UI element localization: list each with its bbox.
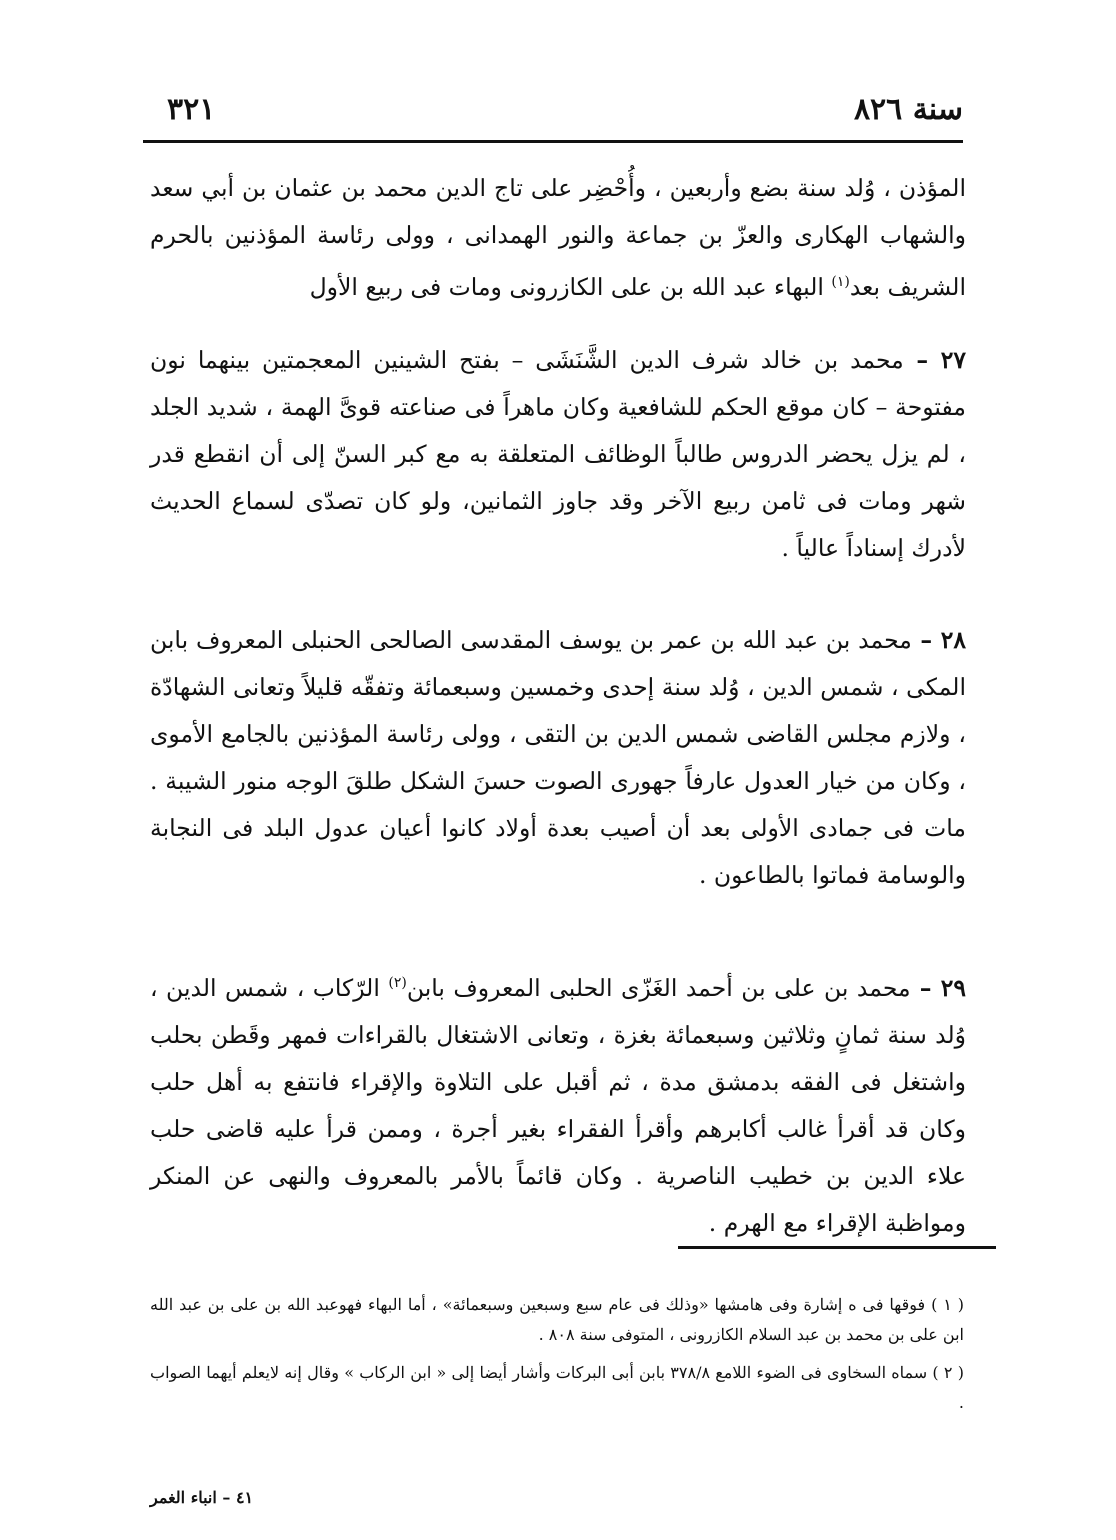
footnote-2: ( ٢ ) سماه السخاوى فى الضوء اللامع ٣٧٨/٨ بابن أبى البركات وأشار أيضا إلى « ابن الركاب » وقال إنه لايعلم أيهما الصواب . xyxy=(150,1363,965,1412)
entry-number: ٢٩ – xyxy=(910,973,966,1002)
footnote-1: ( ١ ) فوقها فى ه إشارة وفى هامشها «وذلك فى عام سبع وسبعين وسبعمائة» ، أما البهاء فهوعبد الله بن على بن عبد الله ابن على بن محمد بن عبد السلام الكازرونى ، المتوفى سنة ٨٠٨ . xyxy=(150,1295,965,1344)
footnote-ref: (١) xyxy=(831,274,850,290)
entry-number: ٢٨ – xyxy=(911,626,966,654)
running-head-year: سنة ٨٢٦ xyxy=(853,92,963,127)
paragraph-text: المؤذن ، وُلد سنة بضع وأربعين ، وأُحْضِر على تاج الدين محمد بن عثمان بن أبي سعد والشهاب الهكارى والعزّ بن جماعة والنور الهمدانى ، وولى رئاسة المؤذنين بالحرم الشريف بعد xyxy=(150,174,966,301)
signature-line: ٤١ – انباء الغمر xyxy=(150,1488,254,1507)
footnote-divider xyxy=(678,1246,996,1249)
footnotes xyxy=(150,1290,964,1426)
paragraph-text: محمد بن خالد شرف الدين الشَّنَشَى – بفتح الشينين المعجمتين بينهما نون مفتوحة – كان موقع الحكم للشافعية وكان ماهراً فى صناعته قوىَّ الهمة ، شديد الجلد ، لم يزل يحضر الدروس طالباً الوظائف المتعلقة به مع كبر السنّ إلى أن انقطع قدر شهر ومات فى ثامن ربيع الآخر وقد جاوز الثمانين، ولو كان تصدّى لسماع الحديث لأدرك إسناداً عالياً . xyxy=(150,346,966,562)
paragraph-text: الرّكاب ، شمس الدين ، وُلد سنة ثمانٍ وثلاثين وسبعمائة بغزة ، وتعانى الاشتغال بالقراءات فمهر وقَطن بحلب واشتغل فى الفقه بدمشق مدة ، ثم أقبل على التلاوة والإقراء فانتفع به أهل حلب وكان قد أقرأ غالب أكابرهم وأقرأ الفقراء بغير أجرة ، وممن قرأ عليه قاضى حلب علاء الدين بن خطيب الناصرية . وكان قائماً بالأمر بالمعروف والنهى عن المنكر ومواظبة الإقراء مع الهرم . xyxy=(150,973,966,1237)
paragraph-text: محمد بن عبد الله بن عمر بن يوسف المقدسى الصالحى الحنبلى المعروف بابن المكى ، شمس الدين ، وُلد سنة إحدى وخمسين وسبعمائة وتفقّه قليلاً وتعانى الشهادّة ، ولازم مجلس القاضى شمس الدين بن التقى ، وولى رئاسة المؤذنين بالجامع الأموى ، وكان من خيار العدول عارفاً جهورى الصوت حسنَ الشكل طلقَ الوجه منور الشيبة . مات فى جمادى الأولى بعد أن أصيب بعدة أولاد كانوا أعيان عدول البلد فى النجابة والوسامة فماتوا بالطاعون . xyxy=(150,626,966,889)
paragraph-text: محمد بن على بن أحمد الغَزّى الحلبى المعروف بابن xyxy=(406,973,911,1002)
entry-28 xyxy=(150,617,966,899)
paragraph-continuation xyxy=(150,165,966,311)
entry-number: ٢٧ – xyxy=(903,346,966,374)
paragraph-text: البهاء عبد الله بن على الكازرونى ومات فى ربيع الأول xyxy=(309,272,832,301)
page-number: ٣٢١ xyxy=(167,92,216,127)
entry-27 xyxy=(150,337,966,572)
footnote-ref: (٢) xyxy=(388,975,407,991)
page-header xyxy=(143,88,963,143)
entry-29 xyxy=(150,960,966,1247)
